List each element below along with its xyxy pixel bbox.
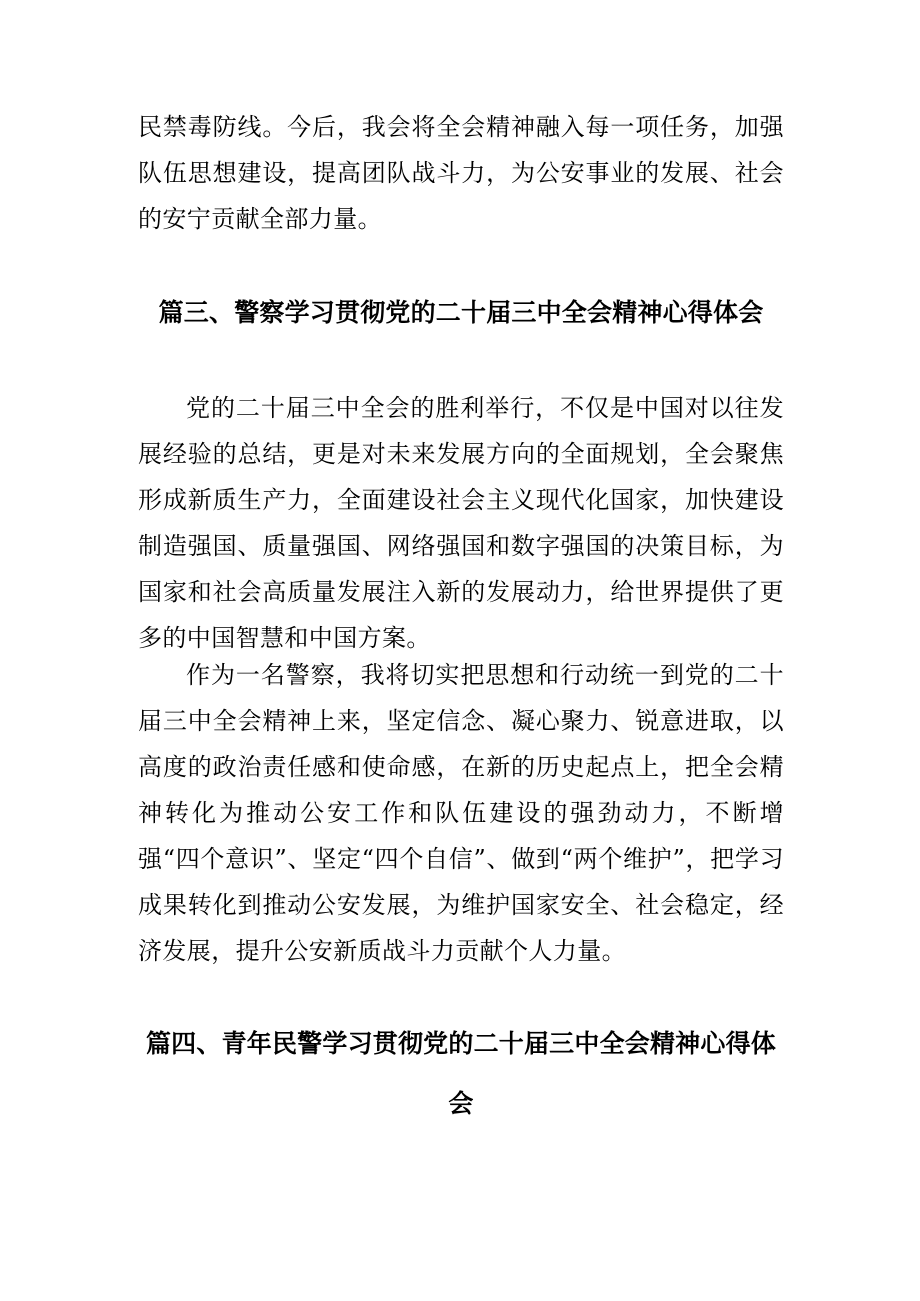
continued-paragraph-block	[138, 104, 784, 242]
section-4-heading: 篇四、青年民警学习贯彻党的二十届三中全会精神心得体会	[145, 1029, 776, 1118]
section-3-paragraph-1: 党的二十届三中全会的胜利举行，不仅是中国对以往发展经验的总结，更是对未来发展方向的全面规划，全会聚焦形成新质生产力，全面建设社会主义现代化国家，加快建设制造强国、质量强国、网络强国和数字强国的决策目标，为国家和社会高质量发展注入新的发展动力，给世界提供了更多的中国智慧和中国方案。	[138, 394, 784, 652]
continued-paragraph: 民禁毒防线。今后，我会将全会精神融入每一项任务，加强队伍思想建设，提高团队战斗力，为公安事业的发展、社会的安宁贡献全部力量。	[138, 113, 784, 233]
section-4-heading-block	[138, 1014, 784, 1134]
section-3-paragraph-1-block	[138, 385, 784, 661]
section-3-heading: 篇三、警察学习贯彻党的二十届三中全会精神心得体会	[158, 298, 764, 327]
section-3-paragraph-2: 作为一名警察，我将切实把思想和行动统一到党的二十届三中全会精神上来，坚定信念、凝心聚力、锐意进取，以高度的政治责任感和使命感，在新的历史起点上，把全会精神转化为推动公安工作和队伍建设的强劲动力，不断增强“四个意识”、坚定“四个自信”、做到“两个维护”，把学习成果转化到推动公安发展，为维护国家安全、社会稳定，经济发展，提升公安新质战斗力贡献个人力量。	[138, 661, 784, 965]
section-3-paragraph-2-block	[138, 652, 784, 974]
section-3-heading-block	[138, 283, 784, 343]
